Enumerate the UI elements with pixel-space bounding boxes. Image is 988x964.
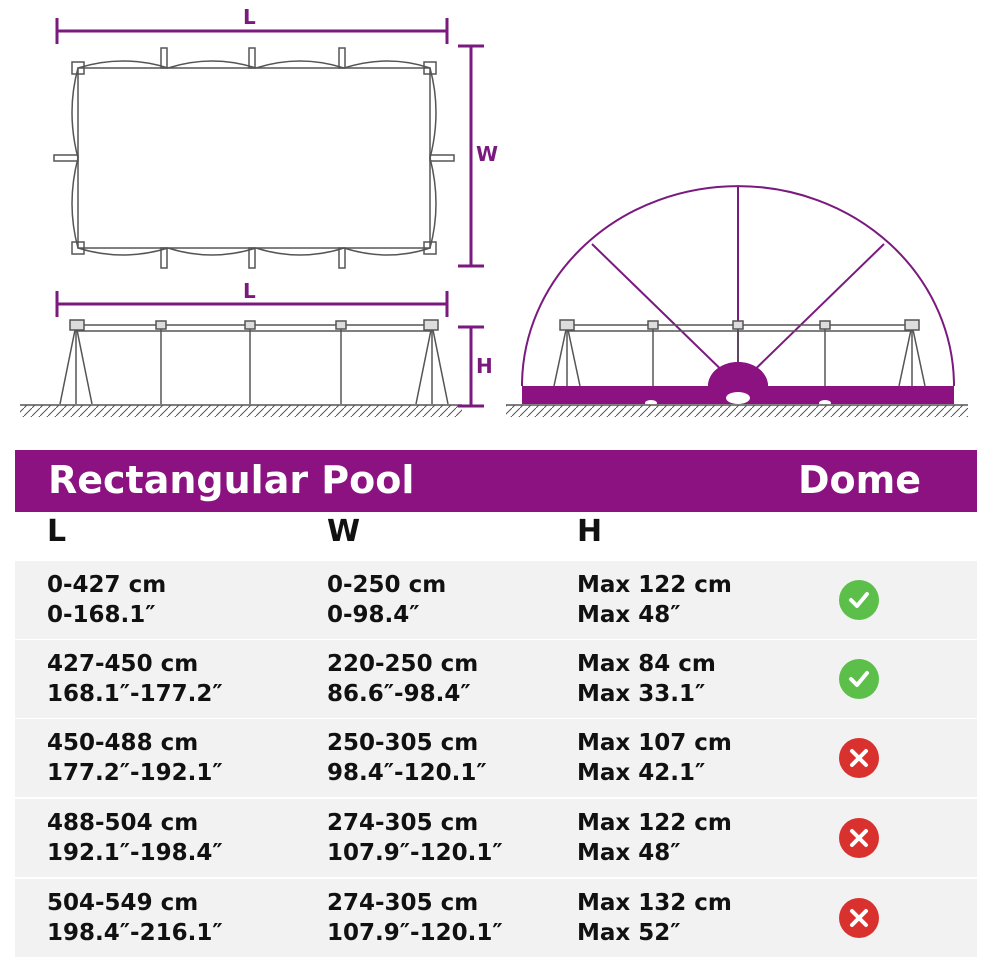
width-cell: 274-305 cm 107.9″-120.1″ xyxy=(327,810,503,866)
length-cell: 488-504 cm 192.1″-198.4″ xyxy=(47,810,223,866)
height-cell: Max 132 cm Max 52″ xyxy=(577,890,732,946)
table-title: Rectangular Pool xyxy=(48,458,415,502)
cross-circle-icon xyxy=(839,738,879,778)
table-header-bar xyxy=(15,450,977,512)
width-cell: 0-250 cm 0-98.4″ xyxy=(327,572,447,628)
column-header-width: W xyxy=(327,514,361,549)
table-row xyxy=(15,719,977,797)
ground-right xyxy=(506,405,968,417)
length-cell: 504-549 cm 198.4″-216.1″ xyxy=(47,890,223,946)
length-cell: 450-488 cm 177.2″-192.1″ xyxy=(47,730,223,786)
side-view xyxy=(20,279,493,417)
length-label-side: L xyxy=(243,279,256,303)
width-cell: 274-305 cm 107.9″-120.1″ xyxy=(327,890,503,946)
column-header-height: H xyxy=(577,514,603,549)
length-cell: 0-427 cm 0-168.1″ xyxy=(47,572,167,628)
width-cell: 250-305 cm 98.4″-120.1″ xyxy=(327,730,487,786)
ground-left xyxy=(20,405,462,417)
column-header-length: L xyxy=(47,514,67,549)
width-cell: 220-250 cm 86.6″-98.4″ xyxy=(327,651,479,707)
pool-side-frame xyxy=(60,320,448,404)
dome-view xyxy=(506,186,968,417)
check-circle-icon xyxy=(839,580,879,620)
height-cell: Max 107 cm Max 42.1″ xyxy=(577,730,732,786)
height-label: H xyxy=(476,354,493,378)
dome-column-header: Dome xyxy=(797,458,921,502)
pool-top-outline xyxy=(54,48,454,268)
top-view xyxy=(54,5,498,268)
check-circle-icon xyxy=(839,659,879,699)
pool-diagram xyxy=(0,0,988,440)
table-row xyxy=(15,640,977,718)
height-cell: Max 122 cm Max 48″ xyxy=(577,572,732,628)
table-row xyxy=(15,879,977,957)
table-row xyxy=(15,799,977,877)
cross-circle-icon xyxy=(839,818,879,858)
height-cell: Max 84 cm Max 33.1″ xyxy=(577,651,716,707)
height-cell: Max 122 cm Max 48″ xyxy=(577,810,732,866)
table-row xyxy=(15,561,977,639)
length-label-top: L xyxy=(243,5,256,29)
length-cell: 427-450 cm 168.1″-177.2″ xyxy=(47,651,223,707)
cross-circle-icon xyxy=(839,898,879,938)
width-label: W xyxy=(476,142,499,166)
